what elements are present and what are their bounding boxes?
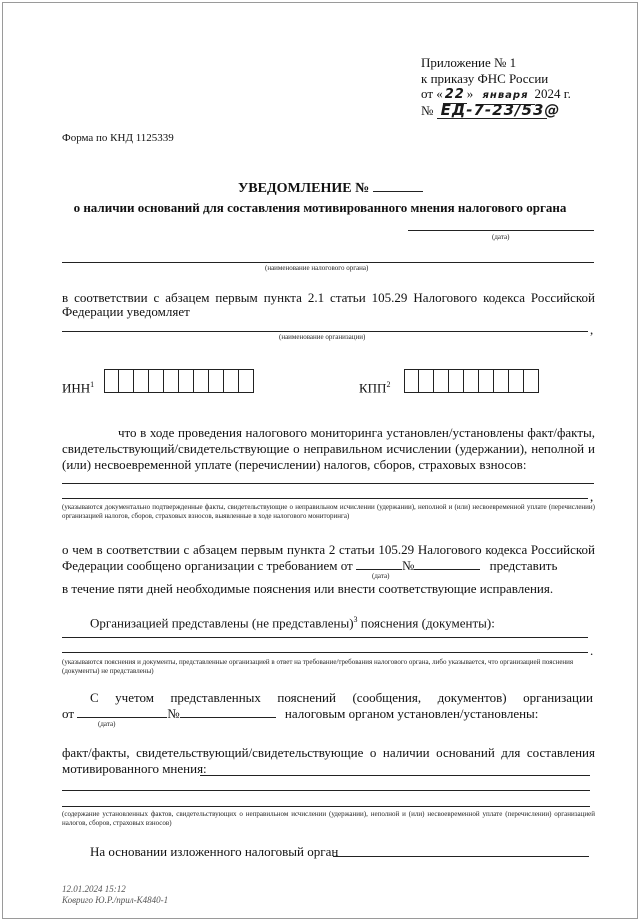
consideration-date-caption: (дата) (98, 720, 116, 728)
content-caption: (содержание установленных фактов, свидетельствующих о неправильном исчислении (удержании), неполной и (или) несвоевременной уплате (перечислении) организацией налогов, сборов, страховых взносов) (62, 810, 595, 827)
grounds-line-3-fill (200, 775, 590, 776)
facts-line-1 (62, 483, 594, 484)
kpp-cell (524, 369, 539, 393)
form-code: Форма по КНД 1125339 (62, 132, 174, 144)
request-date-line (356, 569, 402, 570)
grounds-line-4 (62, 790, 590, 791)
explanations-line-2 (62, 652, 588, 653)
grounds-line-5 (62, 806, 590, 807)
kpp-cell (509, 369, 524, 393)
registration-stamp-date: 12.01.2024 15:12 (62, 884, 126, 894)
request-date-caption: (дата) (372, 572, 390, 580)
appendix-order-number: № ЕД-7-23/53@ (421, 101, 561, 119)
inn-cell (104, 369, 119, 393)
facts-line-2 (62, 498, 588, 499)
consideration-line-2: от № налоговым органом установлен/установлены: (62, 706, 539, 721)
tax-authority-caption: (наименование налогового органа) (265, 264, 369, 272)
consideration-line-1: С учетом представленных пояснений (сообщения, документов) организации (90, 690, 593, 705)
grounds-line-1: факт/факты, свидетельствующий/свидетельствующие о наличии оснований для составления (62, 745, 595, 760)
kpp-label: КПП$^2$ (359, 380, 391, 396)
appendix-date: от « 22 » января 2024 г. (421, 86, 571, 105)
explanations-heading: Организацией представлены (не представлены)$^3$ пояснения (документы): (90, 615, 495, 631)
handwritten-order-number: ЕД-7-23/53@ (437, 102, 547, 119)
handwritten-day: 22 (444, 87, 465, 102)
inn-cell (149, 369, 164, 393)
facts-comma: , (590, 489, 594, 504)
intro-line-1: в соответствии с абзацем первым пункта 2.1 статьи 105.29 Налогового кодекса Российской (62, 290, 595, 305)
registration-stamp-author: Ковриго Ю.Р./прил-К4840-1 (62, 895, 169, 905)
date-caption: (дата) (492, 233, 510, 241)
kpp-cell (464, 369, 479, 393)
inn-cell (194, 369, 209, 393)
organization-comma: , (590, 322, 594, 337)
facts-paragraph-line-1: что в ходе проведения налогового мониторинга установлен/установлены факт/факты, (118, 425, 595, 440)
organization-line (62, 331, 588, 332)
request-line-3: в течение пяти дней необходимые пояснения или внести соответствующие исправления. (62, 581, 554, 596)
facts-paragraph-line-3: (или) несвоевременной уплате (перечислении) налогов, сборов, страховых взносов: (62, 457, 527, 472)
explanations-caption: (указываются пояснения и документы, представленные организацией в ответ на требование/требования налогового органа, либо указывается, что организацией пояснения (документы) не представлены) (62, 658, 574, 675)
tax-authority-line (62, 262, 594, 263)
inn-cell (179, 369, 194, 393)
handwritten-month: января (477, 88, 535, 105)
kpp-cell (479, 369, 494, 393)
appendix-number: Приложение № 1 (421, 55, 517, 70)
conclusion-text: На основании изложенного налоговый орган (90, 844, 339, 859)
inn-label: ИНН$^1$ (62, 380, 95, 396)
kpp-cell (419, 369, 434, 393)
request-line-2: Федерации сообщено организации с требованием от № представить (62, 558, 558, 573)
date-line (408, 230, 594, 231)
intro-line-2: Федерации уведомляет (62, 304, 190, 319)
inn-cell (239, 369, 254, 393)
conclusion-line (333, 856, 589, 857)
appendix-order-ref: к приказу ФНС России (421, 71, 549, 86)
kpp-cell (434, 369, 449, 393)
inn-grid (104, 369, 254, 393)
request-number-line (414, 569, 480, 570)
title-number-line (373, 191, 423, 192)
organization-caption: (наименование организации) (279, 333, 366, 341)
kpp-cell (404, 369, 419, 393)
document-subtitle: о наличии оснований для составления мотивированного мнения налогового органа (73, 200, 567, 215)
inn-cell (209, 369, 224, 393)
inn-cell (119, 369, 134, 393)
request-line-1: о чем в соответствии с абзацем первым пункта 2 статьи 105.29 Налогового кодекса Российской (62, 542, 595, 557)
explanations-period: . (590, 643, 594, 658)
grounds-line-2: мотивированного мнения: (62, 761, 207, 776)
kpp-cell (494, 369, 509, 393)
inn-cell (164, 369, 179, 393)
consideration-date-line (77, 717, 167, 718)
explanations-line-1 (62, 637, 588, 638)
inn-cell (224, 369, 239, 393)
consideration-number-line (180, 717, 276, 718)
kpp-cell (449, 369, 464, 393)
facts-paragraph-line-2: свидетельствующий/свидетельствующие о неправильном исчислении (удержании), неполной и (62, 441, 595, 456)
inn-cell (134, 369, 149, 393)
facts-caption: (указываются документально подтвержденные факты, свидетельствующие о неправильном исчислении (удержании), неполной и (или) несвоевременной уплате (перечислении) организацией налогов, сборов, страховых взносов, выявленные в ходе налогового мониторинга) (62, 503, 595, 520)
document-title: УВЕДОМЛЕНИЕ № (238, 181, 423, 197)
kpp-grid (404, 369, 539, 393)
